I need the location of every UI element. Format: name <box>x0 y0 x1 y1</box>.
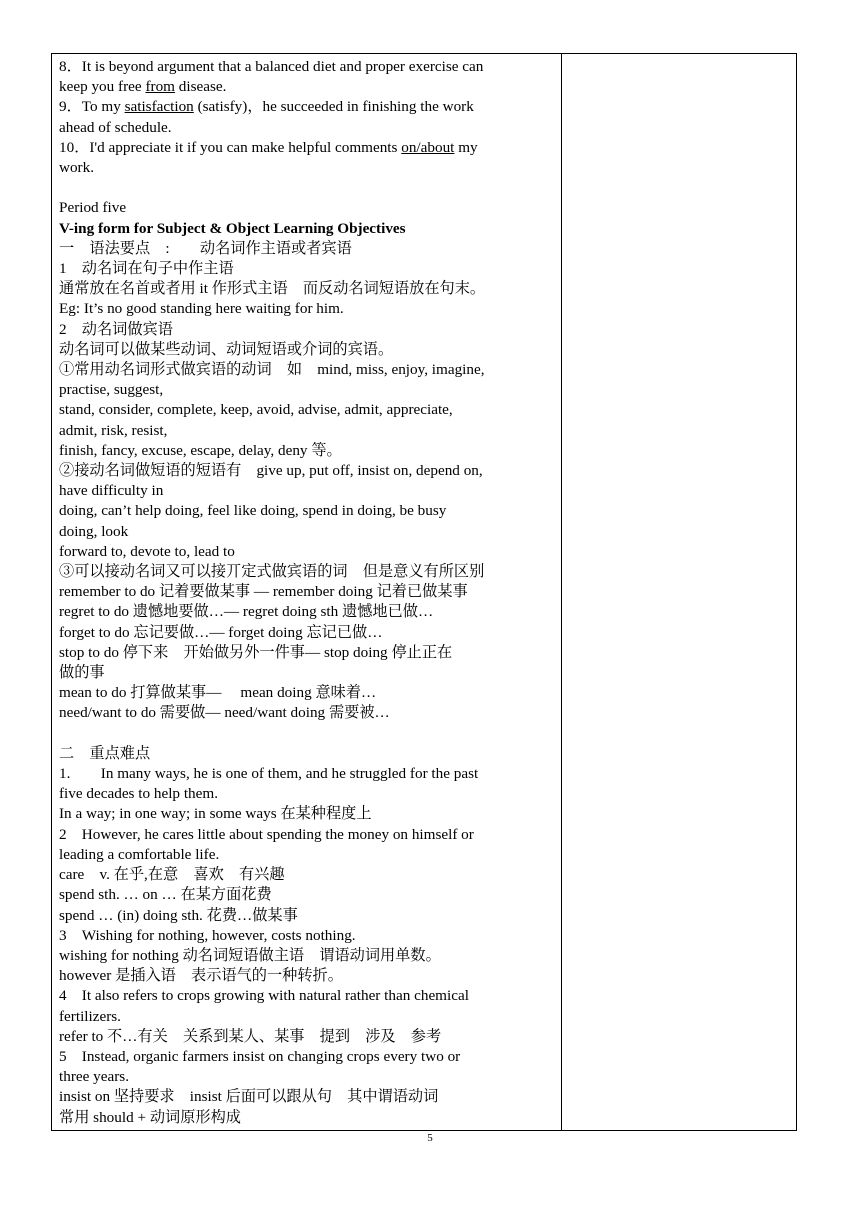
note-line: mean to do 打算做某事— mean doing 意味着… <box>59 684 377 702</box>
note-line: 2 动名词做宾语 <box>59 320 173 338</box>
note-line: fertilizers. <box>59 1007 121 1025</box>
answer-line <box>59 138 559 158</box>
answer-number: 8． <box>59 58 82 75</box>
answer-line <box>59 77 559 97</box>
answer-list <box>59 57 559 178</box>
notes-body <box>59 259 559 1128</box>
note-line: refer to 不…有关 关系到某人、某事 提到 涉及 参考 <box>59 1027 442 1045</box>
note-line: 常用 should + 动词原形构成 <box>59 1108 241 1126</box>
note-line: stop to do 停下来 开始做另外一件事— stop doing 停止正在 <box>59 643 453 661</box>
note-line: 通常放在名首或者用 it 作形式主语 而反动名词短语放在句末。 <box>59 280 486 298</box>
answer-line <box>59 97 559 117</box>
note-line: ①常用动名词形式做宾语的动词 如 mind, miss, enjoy, imagine, <box>59 361 485 379</box>
note-line: 做的事 <box>59 664 105 682</box>
answer-word: on/about <box>401 138 455 156</box>
note-line: forward to, devote to, lead to <box>59 542 235 560</box>
note-line: In a way; in one way; in some ways 在某种程度上 <box>59 805 372 823</box>
answer-text: It is beyond argument that a balanced diet and proper exercise can <box>81 58 484 75</box>
answer-word: satisfaction <box>124 98 194 116</box>
page-number: 5 <box>427 1132 433 1144</box>
answer-text-tail: disease. <box>174 78 227 96</box>
left-column <box>59 57 559 1128</box>
note-line: however 是插入语 表示语气的一种转折。 <box>59 967 343 985</box>
note-line: need/want to do 需要做— need/want doing 需要被… <box>59 704 390 722</box>
objectives-title: V-ing form for Subject & Object Learning Objectives <box>59 219 406 237</box>
page-table <box>51 53 797 1131</box>
answer-word: from <box>145 78 175 96</box>
column-divider <box>561 54 562 1130</box>
answer-text: keep you free <box>59 78 146 96</box>
note-line: 4 It also refers to crops growing with natural rather than chemical <box>59 987 469 1005</box>
note-line: 1. In many ways, he is one of them, and he struggled for the past <box>59 765 479 783</box>
answer-text-tail: my <box>454 138 478 156</box>
period-title: Period five <box>59 199 127 217</box>
answer-line <box>59 57 559 77</box>
note-line: stand, consider, complete, keep, avoid, advise, admit, appreciate, <box>59 401 453 419</box>
note-line: care v. 在乎,在意 喜欢 有兴趣 <box>59 866 285 884</box>
note-line: three years. <box>59 1068 129 1086</box>
answer-text-tail: (satisfy)，he succeeded in finishing the work <box>193 98 474 116</box>
answer-text: To my <box>81 98 125 116</box>
section-heading-grammar: 一 语法要点 : 动名词作主语或者宾语 <box>59 239 352 257</box>
answer-line <box>59 118 559 138</box>
note-line: have difficulty in <box>59 482 164 500</box>
note-line: five decades to help them. <box>59 785 218 803</box>
note-line: regret to do 遗憾地要做…— regret doing sth 遗憾地已做… <box>59 603 434 621</box>
answer-text: I'd appreciate it if you can make helpful comments <box>89 138 402 156</box>
answer-text: ahead of schedule. <box>59 118 172 136</box>
note-line: ②接动名词做短语的短语有 give up, put off, insist on, depend on, <box>59 462 483 480</box>
answer-line <box>59 158 559 178</box>
answer-number: 10． <box>59 138 90 156</box>
note-line: 二 重点难点 <box>59 744 151 762</box>
note-line: 2 However, he cares little about spending the money on himself or <box>59 825 474 843</box>
note-line: forget to do 忘记要做…— forget doing 忘记已做… <box>59 623 383 641</box>
note-line: leading a comfortable life. <box>59 845 220 863</box>
blank-line <box>59 178 559 198</box>
note-line: doing, can’t help doing, feel like doing, spend in doing, be busy <box>59 502 447 520</box>
note-line: 动名词可以做某些动词、动词短语或介词的宾语。 <box>59 340 394 358</box>
answer-number: 9． <box>59 98 82 116</box>
note-line: admit, risk, resist, <box>59 421 168 439</box>
blank-line <box>59 724 559 744</box>
note-line: insist on 坚持要求 insist 后面可以跟从句 其中谓语动词 <box>59 1088 439 1106</box>
note-line: doing, look <box>59 522 129 540</box>
note-line: finish, fancy, excuse, escape, delay, deny 等。 <box>59 441 342 459</box>
note-line: practise, suggest, <box>59 381 164 399</box>
note-line: wishing for nothing 动名词短语做主语 谓语动词用单数。 <box>59 946 441 964</box>
note-line: Eg: It’s no good standing here waiting for him. <box>59 300 344 318</box>
note-line: 3 Wishing for nothing, however, costs nothing. <box>59 926 356 944</box>
note-line: spend … (in) doing sth. 花费…做某事 <box>59 906 298 924</box>
note-line: 5 Instead, organic farmers insist on changing crops every two or <box>59 1047 461 1065</box>
note-line: spend sth. … on … 在某方面花费 <box>59 886 272 904</box>
answer-text: work. <box>59 159 95 177</box>
note-line: ③可以接动名词又可以接丌定式做宾语的词 但是意义有所区别 <box>59 563 485 581</box>
note-line: remember to do 记着要做某事 — remember doing 记着已做某事 <box>59 583 468 601</box>
note-line: 1 动名词在句子中作主语 <box>59 260 234 278</box>
